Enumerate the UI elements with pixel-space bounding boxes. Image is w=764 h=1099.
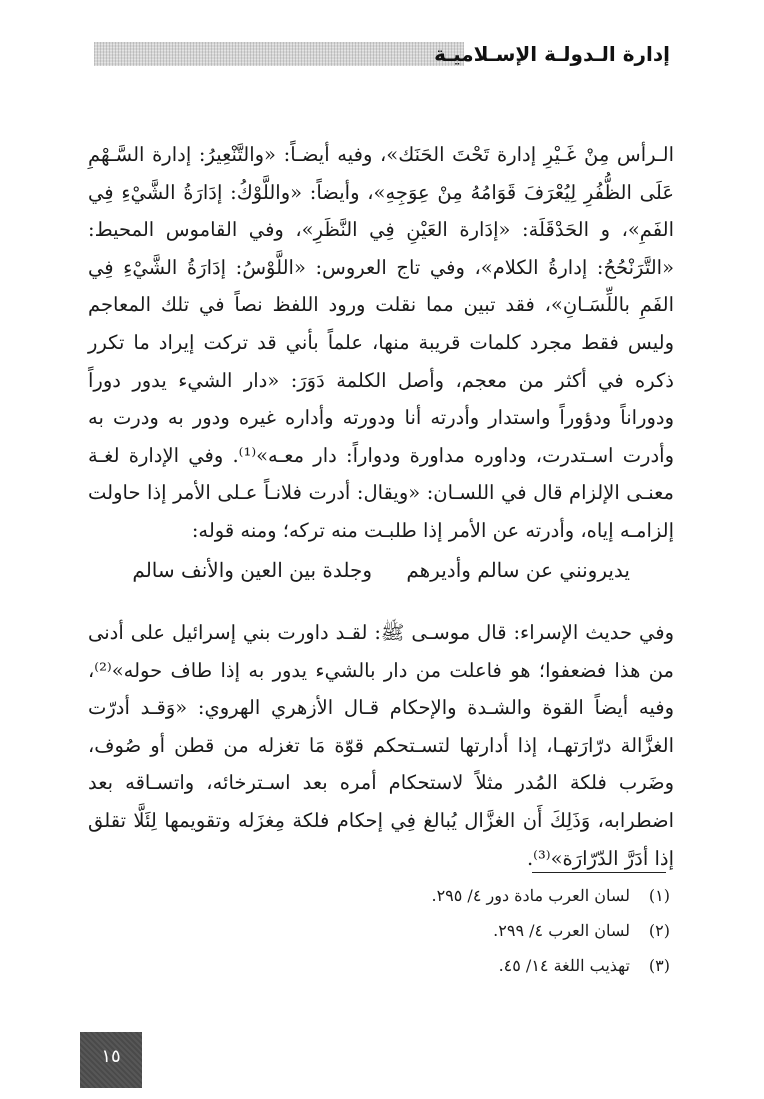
footnote-item (370, 948, 670, 983)
page-number: ١٥ (101, 1046, 121, 1067)
footnotes (370, 878, 670, 983)
main-text-block-1 (88, 136, 674, 550)
footnote-separator (532, 872, 666, 873)
poem-verse (132, 558, 630, 594)
header-title: إدارة الـدولـة الإسـلاميـة (434, 42, 670, 66)
footnote-number: (٢) (648, 921, 670, 940)
running-header (94, 38, 670, 78)
footnote-number: (٣) (648, 956, 670, 975)
body-paragraph: الـرأس مِنْ غَـيْرِ إدارة تَحْتَ الحَنَك»، وفيه أيضـاً: «والتَّنْعِيرُ: إدارة السَّـهْمِ عَلَى الظُّفُرِ لِيُعْرَفَ قَوَامُهُ مِنْ عِوَجِهِ»، وأيضاً: «واللَّوْكُ: إدَارَةُ الشَّيْءِ فِي الفَمِ»، و الحَدْقَلَة: «إدَارة العَيْنِ فِي النَّظَرِ»، وفي القاموس المحيط: «التَّرَنْحُحُ: إدارةُ الكلام»، وفي تاج العروس: «اللَّوْسُ: إدَارَةُ الشَّيْءِ فِي الفَمِ باللِّسَـانِ»، فقد تبين مما نقلت ورود اللفظ نصاً في تلك المعاجم وليس فقط مجرد كلمات قريبة منها، علماً بأني قد تركت إيراد ما تكرر ذكره في أكثر من معجم، وأصل الكلمة دَوَرَ: «دار الشيء يدور دوراً ودوراناً ودؤوراً واستدار وأدرته أنا ودورته وأداره غيره ودور به ودرت به وأدرت اسـتدرت، وداوره مداورة ودواراً: دار معـه»⁽¹⁾. وفي الإدارة لغـة معنـى الإلزام قال في اللسـان: «ويقال: أدرت فلانـاً عـلى الأمر إذا حاولت إلزامـه إياه، وأدرته عن الأمر إذا طلبـت منه تركه؛ ومنه قوله: (88, 143, 674, 542)
footnote-text: لسان العرب مادة دور ٤/ ٢٩٥. (431, 886, 630, 905)
body-paragraph: وفي حديث الإسراء: قال موسـى ﷺ: لقـد داورت بني إسرائيل على أدنى من هذا فضعفوا؛ هو فاعلت من دار بالشيء يدور به إذا طاف حوله»⁽²⁾، وفيه أيضاً القوة والشـدة والإحكام قـال الأزهري الهروي: «وَقـد أدرّت الغزَّالة درّارَتهـا، إذا أدارتها لتسـتحكم قوّة مَا تغزله من قطن أو صُوف، وضَرب فلكة المُدر مثلاً لاستحكام أمره بعد اسـترخائه، واتسـاقه بعد اضطرابه، وَذَلِكَ أَن الغزَّال يُبالغ فِي إحكام فلكة مِغزَله وتقويمها لِئَلَّا تقلق إذا أدَرَّ الدّرّارَة»⁽³⁾. (88, 621, 674, 870)
footnote-item (370, 878, 670, 913)
main-text-block-2 (88, 614, 674, 877)
footnote-item (370, 913, 670, 948)
page-number-box (80, 1032, 142, 1088)
poem-first-hemistich: يديرونني عن سالم وأديرهم (406, 558, 630, 582)
footnote-text: تهذيب اللغة ١٤/ ٤٥. (498, 956, 630, 975)
poem-second-hemistich: وجلدة بين العين والأنف سالم (132, 558, 372, 582)
footnote-number: (١) (648, 886, 670, 905)
footnote-text: لسان العرب ٤/ ٢٩٩. (493, 921, 630, 940)
header-decorative-bar (94, 42, 464, 66)
